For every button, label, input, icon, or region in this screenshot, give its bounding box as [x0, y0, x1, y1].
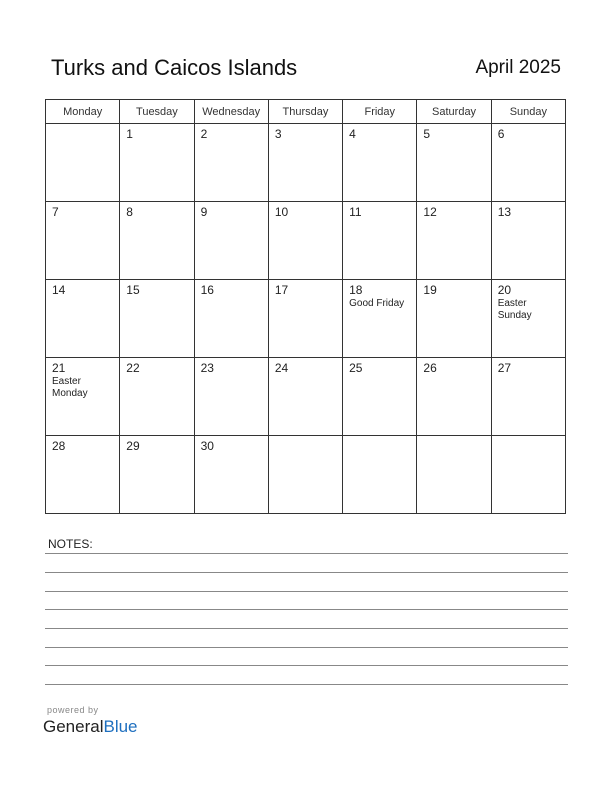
logo-text-general: General	[43, 717, 104, 736]
week-row	[46, 358, 566, 436]
day-number: 5	[423, 127, 431, 141]
day-number: 19	[423, 283, 437, 297]
day-cell	[120, 436, 194, 514]
day-cell	[491, 124, 565, 202]
day-cell	[417, 436, 491, 514]
weekday-wednesday: Wednesday	[194, 100, 268, 124]
day-number: 24	[274, 361, 289, 375]
holiday-label: Easter Sunday	[497, 298, 532, 321]
holiday-label	[492, 439, 565, 440]
day-number: 10	[274, 205, 289, 219]
notes-line	[45, 628, 568, 629]
holiday-label	[120, 297, 193, 298]
holiday-label	[492, 141, 565, 142]
day-cell	[194, 124, 268, 202]
holiday-label	[195, 297, 268, 298]
day-cell	[343, 202, 417, 280]
week-row	[46, 436, 566, 514]
holiday-label	[195, 141, 268, 142]
day-number: 13	[497, 205, 512, 219]
day-number: 14	[52, 283, 66, 297]
day-number: 27	[497, 361, 512, 375]
holiday-label	[417, 297, 490, 298]
notes-line	[45, 665, 568, 666]
day-number: 20	[497, 283, 512, 297]
day-cell	[194, 202, 268, 280]
day-cell	[417, 124, 491, 202]
notes-line	[45, 572, 568, 573]
holiday-label	[417, 375, 490, 376]
day-number: 12	[423, 205, 437, 219]
day-number: 25	[349, 361, 363, 375]
day-cell	[120, 202, 194, 280]
calendar-month: April 2025	[475, 57, 561, 78]
holiday-label: Easter Monday	[52, 376, 88, 399]
day-number: 26	[423, 361, 437, 375]
day-cell	[120, 124, 194, 202]
day-number: 3	[274, 127, 282, 141]
day-cell	[491, 436, 565, 514]
holiday-label	[269, 297, 342, 298]
day-number: 15	[126, 283, 140, 297]
holiday-label	[417, 439, 490, 440]
notes-label: NOTES:	[48, 537, 93, 551]
day-cell	[268, 358, 342, 436]
holiday-label	[269, 141, 342, 142]
day-cell	[268, 202, 342, 280]
day-number: 1	[126, 127, 133, 141]
holiday-label	[492, 219, 565, 220]
powered-by-text: powered by	[47, 705, 99, 715]
day-number: 21	[52, 361, 66, 375]
day-number: 8	[126, 205, 133, 219]
weekday-thursday: Thursday	[268, 100, 342, 124]
weekday-tuesday: Tuesday	[120, 100, 194, 124]
holiday-label	[120, 141, 193, 142]
holiday-label	[492, 375, 565, 376]
holiday-label	[46, 453, 119, 454]
day-cell	[120, 280, 194, 358]
day-cell	[194, 280, 268, 358]
day-number: 30	[200, 439, 214, 453]
day-number: 18	[349, 283, 363, 297]
week-row	[46, 280, 566, 358]
day-cell	[46, 202, 120, 280]
holiday-label	[417, 141, 490, 142]
holiday-label	[120, 453, 193, 454]
day-cell	[343, 124, 417, 202]
holiday-label	[46, 219, 119, 220]
notes-line	[45, 591, 568, 592]
day-cell	[268, 436, 342, 514]
day-number: 6	[497, 127, 505, 141]
day-number: 4	[349, 127, 356, 141]
holiday-label	[120, 375, 193, 376]
day-cell	[46, 436, 120, 514]
calendar-title: Turks and Caicos Islands	[51, 55, 298, 80]
day-cell	[268, 280, 342, 358]
day-cell	[46, 124, 120, 202]
weekday-sunday: Sunday	[491, 100, 565, 124]
day-cell	[343, 358, 417, 436]
holiday-label	[195, 375, 268, 376]
holiday-label: Good Friday	[349, 298, 405, 309]
day-cell	[46, 358, 120, 436]
holiday-label	[46, 127, 119, 128]
notes-line	[45, 609, 568, 610]
holiday-label	[195, 219, 268, 220]
generalblue-logo	[43, 717, 138, 737]
holiday-label	[343, 141, 416, 142]
holiday-label	[417, 219, 490, 220]
day-cell	[268, 124, 342, 202]
notes-line	[45, 553, 568, 554]
day-number: 2	[200, 127, 208, 141]
holiday-label	[269, 439, 342, 440]
day-cell	[491, 202, 565, 280]
holiday-label	[46, 297, 119, 298]
day-cell	[194, 358, 268, 436]
day-number: 28	[52, 439, 66, 453]
day-number: 9	[200, 205, 208, 219]
holiday-label	[343, 439, 416, 440]
day-number: 29	[126, 439, 140, 453]
notes-line	[45, 684, 568, 685]
holiday-label	[343, 375, 416, 376]
logo-text-blue: Blue	[103, 717, 138, 736]
month-grid	[45, 99, 566, 514]
week-row	[46, 202, 566, 280]
day-cell	[417, 358, 491, 436]
weekday-friday: Friday	[343, 100, 417, 124]
day-cell	[120, 358, 194, 436]
weekday-header-row	[46, 100, 566, 124]
weekday-saturday: Saturday	[417, 100, 491, 124]
day-number: 23	[200, 361, 214, 375]
holiday-label	[269, 219, 342, 220]
day-number: 22	[126, 361, 140, 375]
holiday-label	[120, 219, 193, 220]
day-cell	[417, 280, 491, 358]
weekday-monday: Monday	[46, 100, 120, 124]
day-cell	[46, 280, 120, 358]
notes-line	[45, 647, 568, 648]
holiday-label	[195, 453, 268, 454]
day-cell	[194, 436, 268, 514]
day-cell	[491, 358, 565, 436]
day-cell	[343, 280, 417, 358]
day-cell	[343, 436, 417, 514]
day-number: 17	[274, 283, 289, 297]
day-number: 7	[52, 205, 59, 219]
day-number: 16	[200, 283, 214, 297]
holiday-label	[269, 375, 342, 376]
holiday-label	[343, 219, 416, 220]
day-cell	[417, 202, 491, 280]
week-row	[46, 124, 566, 202]
day-cell	[491, 280, 565, 358]
day-number: 11	[349, 205, 362, 219]
